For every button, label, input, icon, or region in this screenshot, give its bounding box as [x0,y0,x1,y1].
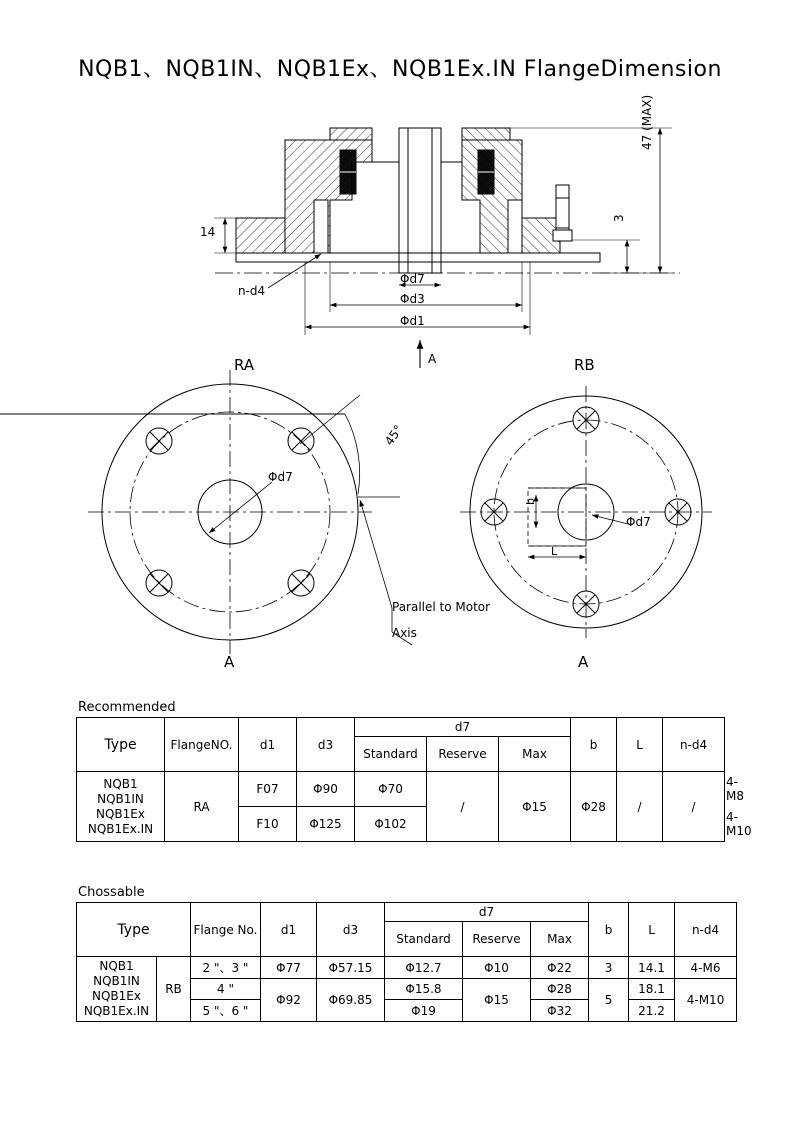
dim-height-3-label: 3 [612,214,626,222]
cell2-d1-r1: Φ77 [261,957,317,979]
th2-d7-standard: Standard [385,922,463,957]
th2-d7-max: Max [531,922,589,957]
cell-d1-f07: Φ90 [297,772,355,807]
th-b: b [571,718,617,772]
cell2-d7-max-r1: Φ22 [531,957,589,979]
cell2-d1-r2: Φ92 [261,979,317,1022]
th2-type: Type [77,903,191,957]
dim-phi-d7-label: Φd7 [400,272,425,286]
th-n-d4: n-d4 [663,718,725,772]
type-nqb1ex: NQB1Ex [92,989,141,1003]
dim-height-14-label: 14 [200,225,216,239]
note-parallel-line1: Parallel to Motor [392,600,491,614]
cell2-d7-standard-r1: Φ12.7 [385,957,463,979]
recommended-table: Type FlangeNO. d1 d3 d7 b L n-d4 Standard Reserve Max NQB1 NQB1IN NQB1Ex NQB1Ex.IN RA F07 Φ90 Φ70 / Φ15 Φ28 / / 4-M8 F10 Φ125 Φ102 4-M10 [76,717,725,842]
cell-l: / [663,772,725,842]
cell-d7-reserve: Φ15 [499,772,571,842]
rb-bottom-a-label: A [578,653,589,671]
view-rb-label: RB [574,356,595,374]
th-d7-reserve: Reserve [427,737,499,772]
cell-d7-max: Φ28 [571,772,617,842]
chossable-table [76,902,737,1022]
th-flange-no: FlangeNO. [165,718,239,772]
cell2-d3-r1: Φ57.15 [317,957,385,979]
th-d7-max: Max [499,737,571,772]
cell-d3-f07: Φ70 [355,772,427,807]
cell-flange-no-f07: F07 [239,772,297,807]
th2-d1: d1 [261,903,317,957]
note-parallel-line2: Axis [392,626,417,640]
th2-d7-reserve: Reserve [463,922,531,957]
th2-flange-no: Flange No. [191,903,261,957]
type-nqb1exin: NQB1Ex.IN [83,1004,150,1018]
chossable-table-section [76,885,724,1022]
cell2-flange-no-r1: 2 "、3 " [191,957,261,979]
flange-group-ra: RA [165,772,239,842]
section-arrow-a-top-label: A [428,352,437,366]
type-nqb1ex: NQB1Ex [96,806,145,821]
angle-45-label: 45° [382,422,406,449]
type-nqb1: NQB1 [99,959,134,973]
rb-keyway-l-label: L [551,545,558,558]
cell2-d7-max-r2: Φ28 [531,979,589,1000]
recommended-caption: Recommended [78,700,176,715]
type-nqb1: NQB1 [103,776,138,791]
flange-group-rb: RB [157,957,191,1022]
cell-d3-f10: Φ102 [355,807,427,842]
cell-b: / [617,772,663,842]
cell2-l-r1: 14.1 [629,957,675,979]
cell2-d7-reserve-r2: Φ15 [463,979,531,1022]
ra-bottom-a-label: A [224,653,235,671]
type-nqb1in: NQB1IN [93,974,140,988]
view-ra-label: RA [234,356,255,374]
cell2-nd4-r1: 4-M6 [675,957,737,979]
th2-d3: d3 [317,903,385,957]
cell2-b-r1: 3 [589,957,629,979]
cell2-d3-r2: Φ69.85 [317,979,385,1022]
cell-flange-no-f10: F10 [239,807,297,842]
cell2-d7-reserve-r1: Φ10 [463,957,531,979]
cell2-flange-no-r3: 5 "、6 " [191,1000,261,1022]
cell2-l-r2: 18.1 [629,979,675,1000]
rb-keyway-b-label: b [524,498,537,505]
recommended-table-section [76,700,752,842]
th2-d7: d7 [385,903,589,922]
th2-b: b [589,903,629,957]
cell2-l-r3: 21.2 [629,1000,675,1022]
ra-phi-d7-label: Φd7 [268,470,293,484]
dim-height-47-label: 47 (MAX) [640,94,654,150]
th-l: L [617,718,663,772]
cell2-d7-standard-r3: Φ19 [385,1000,463,1022]
cell2-d7-standard-r2: Φ15.8 [385,979,463,1000]
cell2-flange-no-r2: 4 " [191,979,261,1000]
th2-l: L [629,903,675,957]
cell-d1-f10: Φ125 [297,807,355,842]
th-d1: d1 [239,718,297,772]
th-type: Type [77,718,165,772]
dim-phi-d3-label: Φd3 [400,292,425,306]
table-row-type-cell [77,957,157,1022]
chossable-caption: Chossable [78,885,145,900]
th-d7: d7 [355,718,571,737]
page-title: NQB1、NQB1IN、NQB1Ex、NQB1Ex.IN FlangeDimension [78,57,722,82]
type-nqb1in: NQB1IN [97,791,144,806]
th-d3: d3 [297,718,355,772]
th2-n-d4: n-d4 [675,903,737,957]
dim-phi-d1-label: Φd1 [400,314,425,328]
th-d7-standard: Standard [355,737,427,772]
rb-phi-d7-label: Φd7 [626,515,651,529]
cell2-nd4-r2: 4-M10 [675,979,737,1022]
dim-n-d4-label: n-d4 [238,284,266,298]
cell2-d7-max-r3: Φ32 [531,1000,589,1022]
table-row-type-cell [77,772,165,842]
type-nqb1exin: NQB1Ex.IN [87,821,154,836]
cell-d7-standard: / [427,772,499,842]
cell2-b-r2: 5 [589,979,629,1022]
